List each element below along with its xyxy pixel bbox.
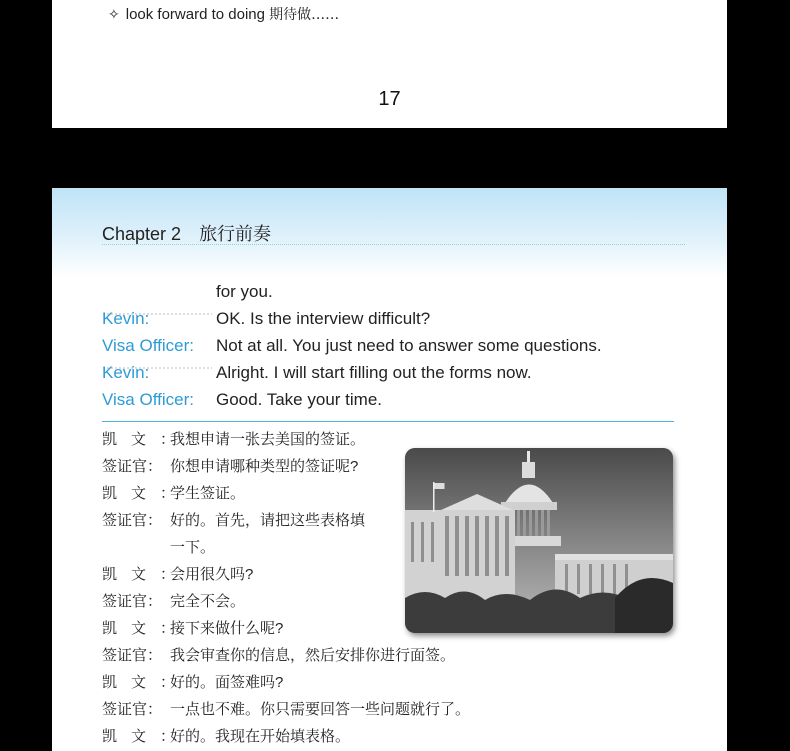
translation-text: 一点也不难。你只需要回答一些问题就行了。 [170, 701, 471, 718]
header-divider [102, 244, 685, 245]
translation-speaker: 签证官： [102, 512, 163, 529]
dialogue-text: for you. [216, 282, 273, 301]
translation-speaker: 签证官： [102, 593, 163, 610]
dialogue-speaker: Kevin: [102, 363, 212, 387]
dialogue-text: Not at all. You just need to answer some questions. [216, 336, 602, 355]
sparkle-bullet-icon: ✧ [108, 6, 120, 22]
vocabulary-phrase: look forward to doing [125, 6, 265, 23]
capitol-building-photo [405, 448, 673, 633]
translation-line [102, 644, 702, 671]
dialogue-speaker: Visa Officer: [102, 336, 194, 355]
translation-text: 一下。 [170, 539, 216, 556]
translation-speaker: 签证官： [102, 701, 163, 718]
dialogue-text: Alright. I will start filling out the forms now. [216, 363, 532, 382]
translation-text: 我会审查你的信息，然后安排你进行面签。 [170, 647, 456, 664]
vocabulary-translation: 期待做…… [269, 7, 340, 23]
translation-text: 好的。面签难吗? [170, 674, 284, 691]
translation-speaker: 签证官： [102, 647, 163, 664]
chapter-title: 旅行前奏 [199, 224, 272, 244]
chapter-header [102, 220, 271, 246]
dialogue-line [102, 363, 692, 390]
translation-text: 好的。我现在开始填表格。 [170, 728, 351, 745]
capitol-illustration [405, 448, 673, 633]
dialogue-line [102, 309, 692, 336]
translation-text: 学生签证。 [170, 485, 246, 502]
translation-speaker: 凯文： [102, 431, 190, 448]
translation-speaker: 凯文： [102, 674, 190, 691]
translation-text: 完全不会。 [170, 593, 246, 610]
vocabulary-item [108, 4, 339, 24]
translation-line [102, 698, 702, 725]
translation-line [102, 671, 702, 698]
current-page [52, 188, 727, 751]
translation-text: 接下来做什么呢? [170, 620, 284, 637]
dialogue-text: Good. Take your time. [216, 390, 382, 409]
previous-page [52, 0, 727, 128]
translation-text: 好的。首先，请把这些表格填 [170, 512, 366, 529]
dialogue-line [102, 336, 692, 363]
translation-text: 我想申请一张去美国的签证。 [170, 431, 366, 448]
translation-line [102, 725, 702, 751]
translation-text: 你想申请哪种类型的签证呢? [170, 458, 359, 475]
dialogue-line [102, 282, 692, 309]
page-number: 17 [378, 88, 401, 110]
translation-text: 会用很久吗? [170, 566, 254, 583]
dialogue-text: OK. Is the interview difficult? [216, 309, 431, 328]
chapter-label: Chapter 2 [102, 224, 182, 244]
translation-speaker: 凯文： [102, 485, 190, 502]
dialogue-line [102, 390, 692, 417]
english-dialogue [102, 282, 692, 417]
translation-speaker: 签证官： [102, 458, 163, 475]
section-divider [102, 421, 674, 422]
translation-speaker: 凯文： [102, 620, 190, 637]
dialogue-speaker: Kevin: [102, 309, 212, 333]
dialogue-speaker: Visa Officer: [102, 390, 194, 409]
translation-speaker: 凯文： [102, 566, 190, 583]
translation-speaker: 凯文： [102, 728, 190, 745]
